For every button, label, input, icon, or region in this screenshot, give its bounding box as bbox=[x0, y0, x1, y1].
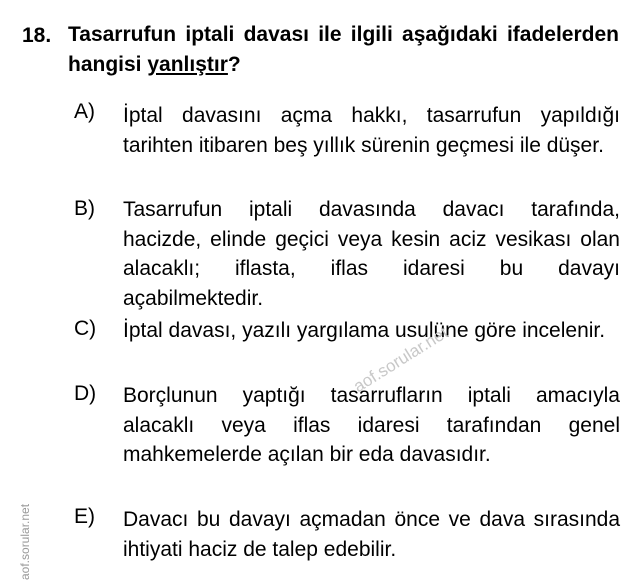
watermark-side: aof.sorular.net bbox=[18, 503, 32, 580]
option-d-letter: D) bbox=[74, 382, 97, 405]
option-e-text: Davacı bu davayı açmadan önce ve dava sırasında ihtiyati haciz de talep edebilir. bbox=[123, 508, 620, 561]
option-b-letter: B) bbox=[74, 197, 95, 220]
option-e-letter: E) bbox=[74, 505, 95, 528]
question-stem-text: Tasarrufun iptali davası ile ilgili aşağıdaki ifadelerden hangisi bbox=[68, 23, 619, 76]
option-a-letter: A) bbox=[74, 100, 95, 123]
question-stem-end: ? bbox=[227, 53, 241, 76]
option-d-text: Borçlunun yaptığı tasarrufların iptali amacıyla alacaklı veya iflas idaresi tarafından genel mahkemelerde açılan bir eda davasıdır. bbox=[123, 384, 620, 466]
option-c-text: İptal davası, yazılı yargılama usulüne göre incelenir. bbox=[123, 319, 606, 342]
option-c-letter: C) bbox=[74, 317, 97, 340]
question-number: 18. bbox=[22, 24, 52, 47]
question-stem-emphasis: yanlıştır bbox=[147, 53, 228, 76]
question-stem bbox=[68, 20, 619, 80]
option-a-text: İptal davasını açma hakkı, tasarrufun yapıldığı tarihten itibaren beş yıllık sürenin geçmesi ile düşer. bbox=[123, 104, 620, 157]
option-b-text: Tasarrufun iptali davasında davacı tarafında, hacizde, elinde geçici veya kesin aciz vesikası olan alacaklı; iflasta, iflas idaresi bu davayı açabilmektedir. bbox=[123, 198, 620, 310]
watermark-center: aof.sorular.net bbox=[350, 322, 452, 397]
